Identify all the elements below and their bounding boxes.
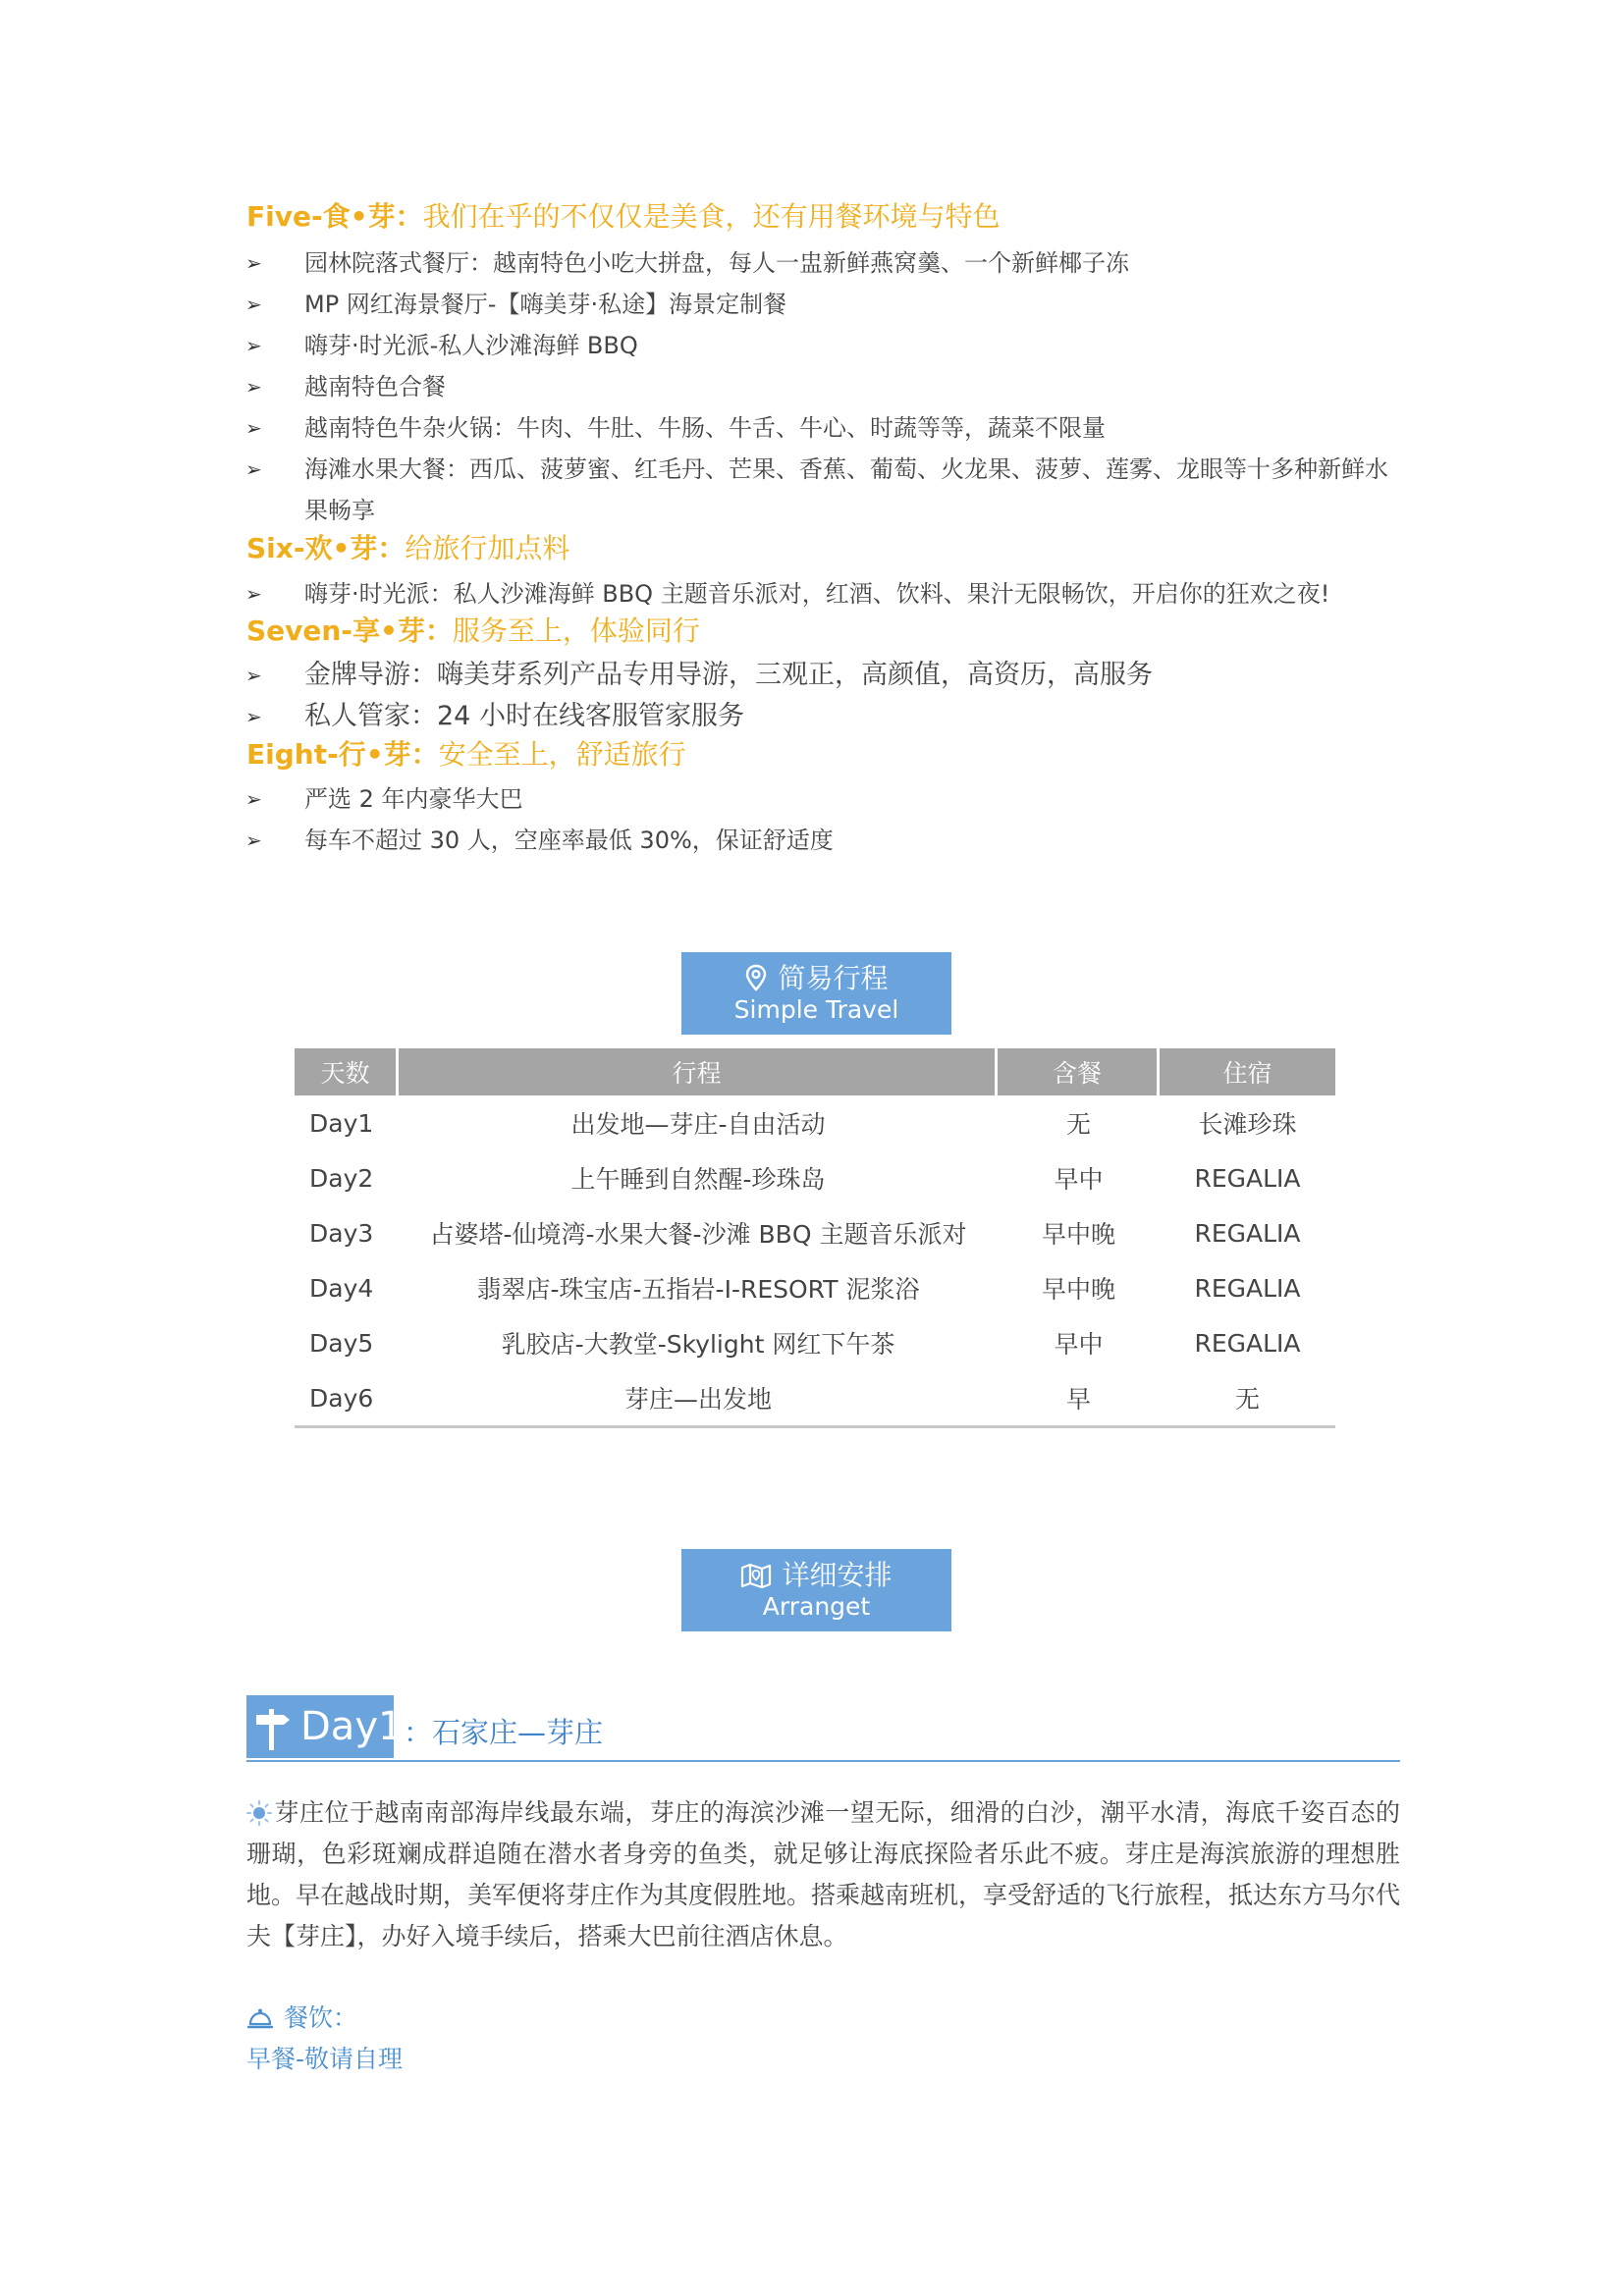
meal-label: 餐饮：: [246, 1999, 357, 2034]
arrow-bullet-icon: ➢: [245, 416, 262, 440]
list-item: ➢ 嗨芽·时光派-私人沙滩海鲜 BBQ: [245, 325, 1394, 366]
section-five-heading: Five-食•芽：我们在乎的不仅仅是美食，还有用餐环境与特色: [246, 200, 1001, 233]
table-row: Day2 上午睡到自然醒-珍珠岛 早中 REGALIA: [309, 1163, 1301, 1194]
section-eight-heading: Eight-行•芽：安全至上，舒适旅行: [246, 738, 686, 771]
location-pin-icon: [744, 964, 768, 991]
arrow-bullet-icon: ➢: [245, 664, 262, 687]
table-row: Day6 芽庄—出发地 早 无: [295, 1370, 1335, 1428]
table-row: Day3 占婆塔-仙境湾-水果大餐-沙滩 BBQ 主题音乐派对 早中晚 REGALIA: [309, 1218, 1301, 1249]
arrow-bullet-icon: ➢: [245, 457, 262, 481]
column-header: 天数: [295, 1048, 399, 1095]
list-item: ➢ 越南特色合餐: [245, 366, 1394, 407]
simple-travel-banner: 简易行程 Simple Travel: [681, 952, 951, 1035]
day1-description: 芽庄位于越南南部海岸线最东端，芽庄的海滨沙滩一望无际，细滑的白沙，潮平水清，海底千姿百态的珊瑚，色彩斑斓成群追随在潜水者身旁的鱼类，就足够让海底探险者乐此不疲。芽庄是海滨旅游的理想胜地。早在越战时期，美军便将芽庄作为其度假胜地。搭乘越南班机，享受舒适的飞行旅程，抵达东方马尔代夫【芽庄】，办好入境手续后，搭乘大巴前往酒店休息。: [246, 1798, 1401, 1950]
list-item: ➢ 私人管家：24 小时在线客服管家服务: [245, 696, 1394, 737]
column-header: 住宿: [1160, 1048, 1335, 1095]
signpost-icon: [252, 1705, 296, 1750]
section-six-heading: Six-欢•芽：给旅行加点料: [246, 532, 570, 564]
day1-route: ：石家庄—芽庄: [404, 1716, 604, 1749]
list-item: ➢ MP 网红海景餐厅-【嗨美芽·私途】海景定制餐: [245, 284, 1394, 325]
list-item: ➢ 海滩水果大餐：西瓜、菠萝蜜、红毛丹、芒果、香蕉、葡萄、火龙果、菠萝、莲雾、龙眼等十多种新鲜水果畅享: [245, 449, 1394, 531]
column-header: 行程: [399, 1048, 998, 1095]
arrow-bullet-icon: ➢: [245, 334, 262, 357]
table-row: Day1 出发地—芽庄-自由活动 无 长滩珍珠: [309, 1108, 1297, 1139]
arrow-bullet-icon: ➢: [245, 787, 262, 811]
arrow-bullet-icon: ➢: [245, 375, 262, 399]
meal-cloche-icon: [246, 2006, 274, 2030]
arrow-bullet-icon: ➢: [245, 582, 262, 606]
map-icon: [740, 1563, 772, 1588]
list-item: ➢ 金牌导游：嗨美芽系列产品专用导游，三观正，高颜值，高资历，高服务: [245, 655, 1394, 696]
list-item: ➢ 园林院落式餐厅：越南特色小吃大拼盘，每人一盅新鲜燕窝羹、一个新鲜椰子冻: [245, 242, 1394, 284]
meal-value: 早餐-敬请自理: [246, 2045, 404, 2073]
arrow-bullet-icon: ➢: [245, 293, 262, 316]
table-row: Day5 乳胶店-大教堂-Skylight 网红下午茶 早中 REGALIA: [309, 1328, 1301, 1359]
table-row: Day4 翡翠店-珠宝店-五指岩-I-RESORT 泥浆浴 早中晚 REGALIA: [309, 1273, 1301, 1304]
list-item: ➢ 越南特色牛杂火锅：牛肉、牛肚、牛肠、牛舌、牛心、时蔬等等，蔬菜不限量: [245, 407, 1394, 449]
list-item: ➢ 每车不超过 30 人，空座率最低 30%，保证舒适度: [245, 820, 1394, 861]
arrow-bullet-icon: ➢: [245, 828, 262, 852]
arrange-banner: 详细安排 Arranget: [681, 1549, 951, 1631]
column-header: 含餐: [998, 1048, 1160, 1095]
list-item: ➢ 嗨芽·时光派：私人沙滩海鲜 BBQ 主题音乐派对，红酒、饮料、果汁无限畅饮，开启你的狂欢之夜!: [245, 573, 1394, 614]
arrow-bullet-icon: ➢: [245, 705, 262, 728]
day1-title: [246, 1695, 1400, 1762]
arrow-bullet-icon: ➢: [245, 251, 262, 275]
table-header-row: [295, 1048, 1335, 1095]
list-item: ➢ 严选 2 年内豪华大巴: [245, 778, 1394, 820]
day1-label-box: Day1: [246, 1695, 394, 1758]
section-seven-heading: Seven-享•芽：服务至上，体验同行: [246, 614, 700, 647]
sun-icon: [246, 1800, 272, 1826]
itinerary-table: [295, 1048, 1335, 1428]
